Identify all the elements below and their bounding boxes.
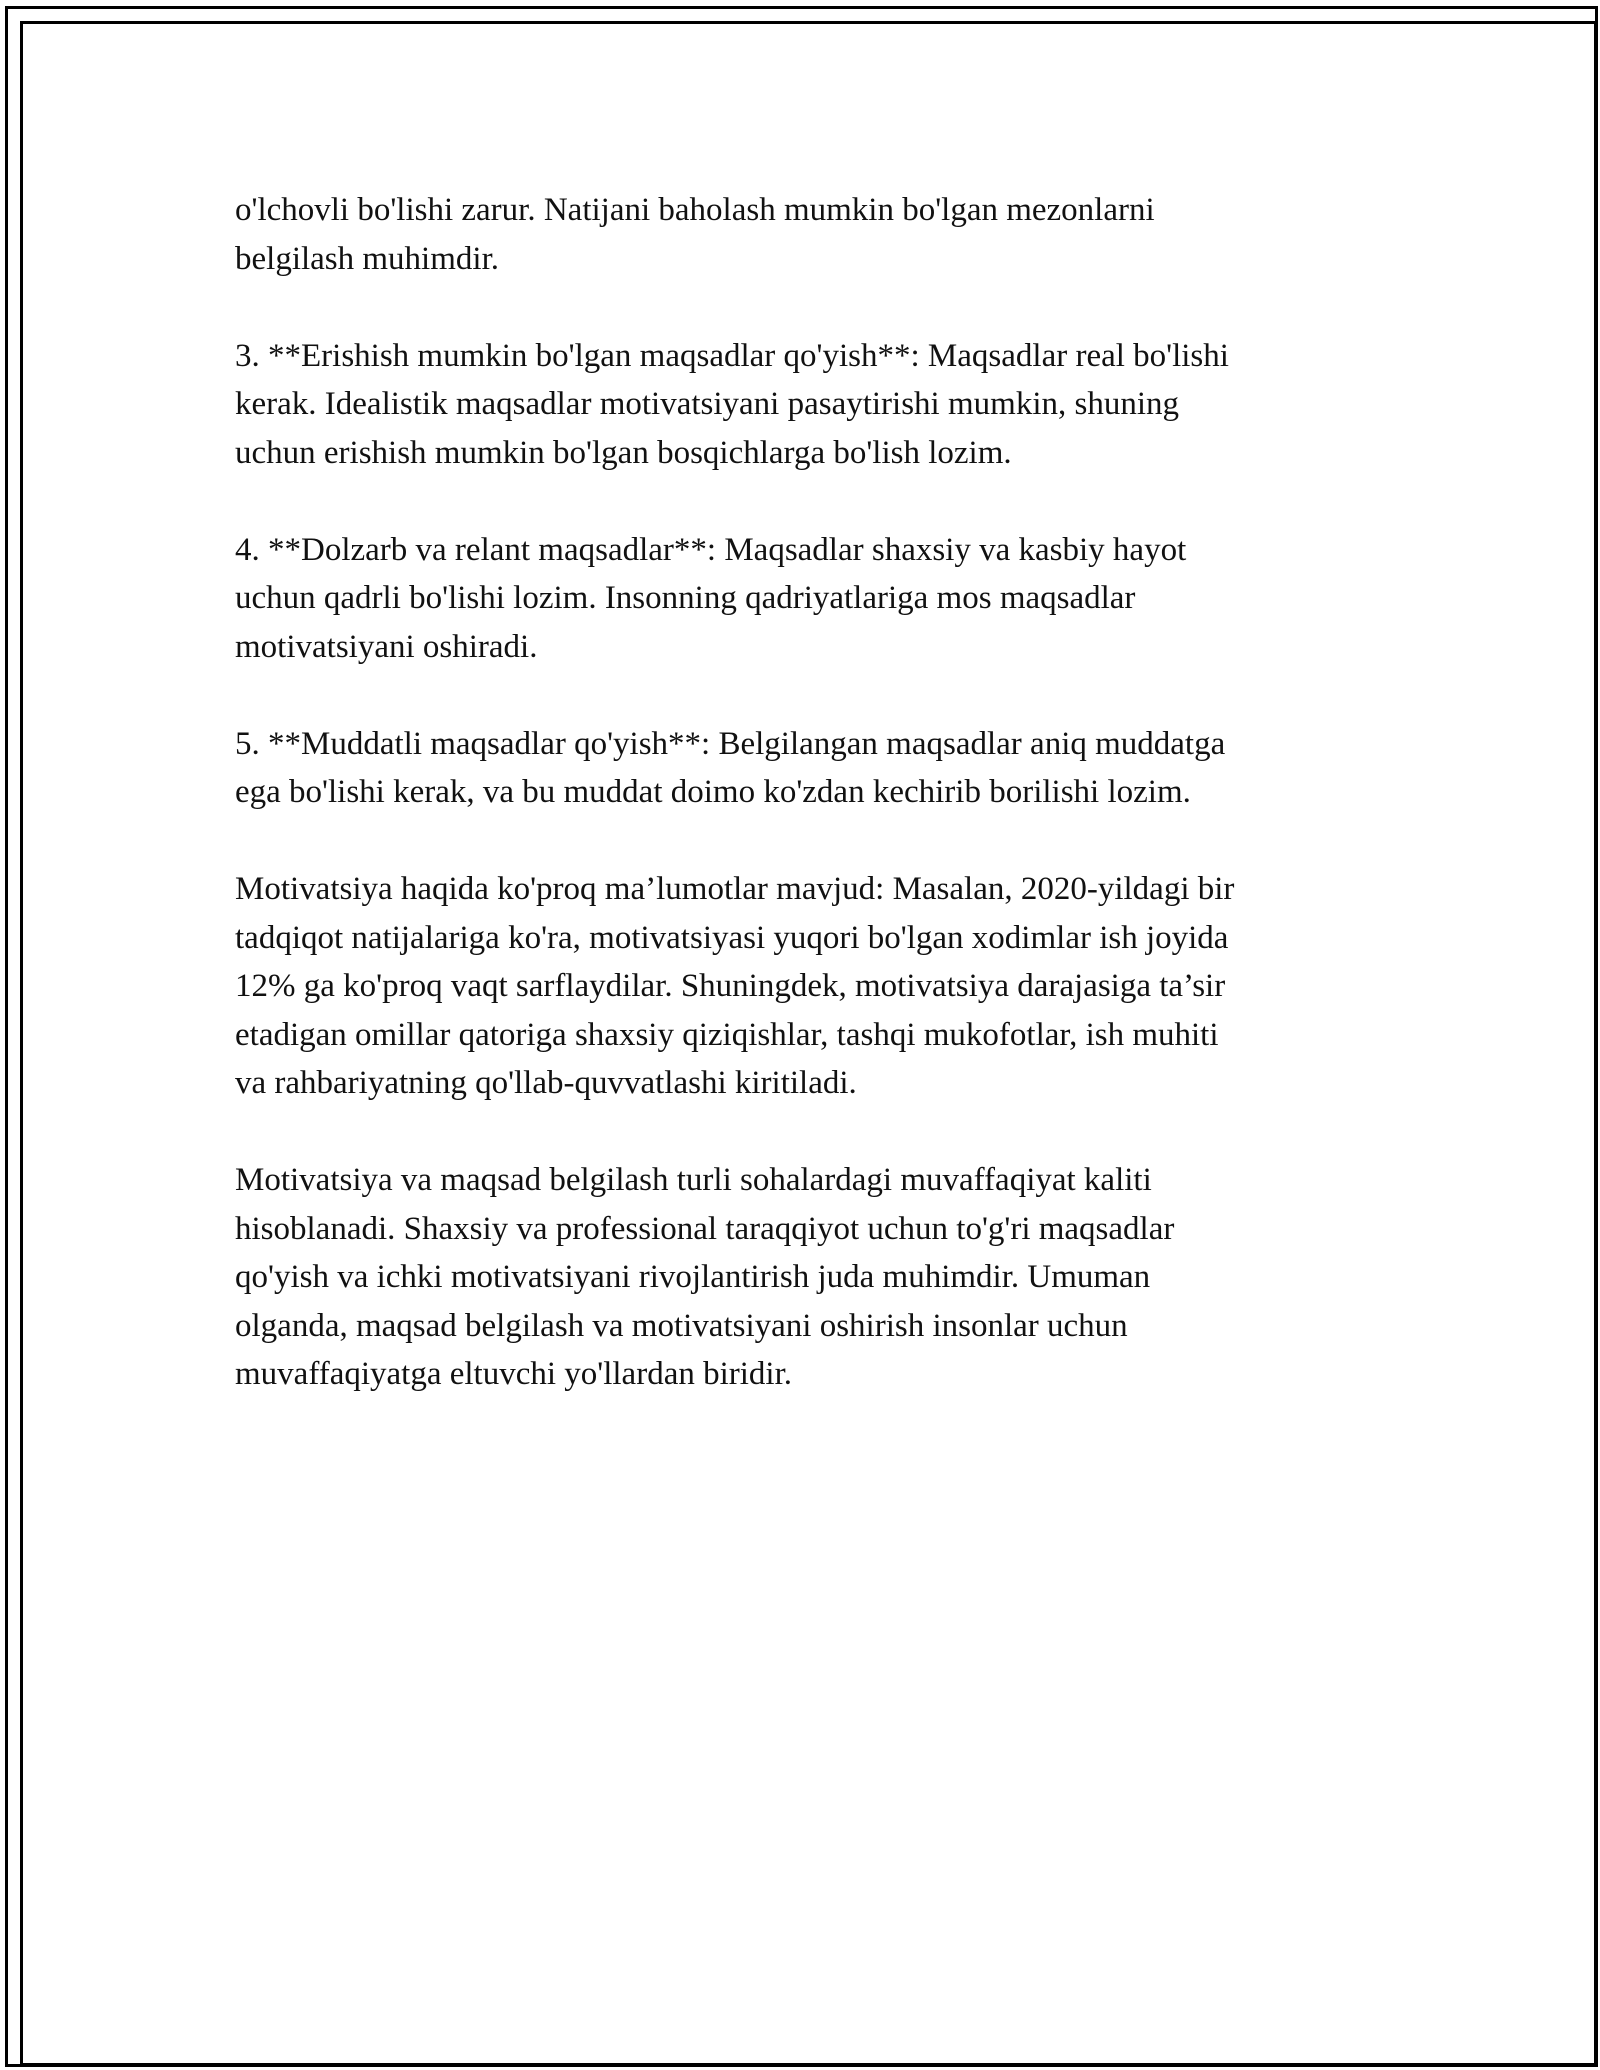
paragraph-motivation-research: Motivatsiya haqida ko'proq ma’lumotlar mavjud: Masalan, 2020-yildagi bir tadqiqot natijalariga ko'ra, motivatsiyasi yuqori bo'lgan xodimlar ish joyida 12% ga ko'proq vaqt sarflaydilar. Shuningdek, motivatsiya darajasiga ta’sir etadigan omillar qatoriga shaxsiy qiziqishlar, tashqi mukofotlar, ish muhiti va rahbariyatning qo'llab-quvvatlashi kiritiladi. [235, 871, 1235, 1101]
paragraph-conclusion: Motivatsiya va maqsad belgilash turli sohalardagi muvaffaqiyat kaliti hisoblanadi. Shaxsiy va professional taraqqiyot uchun to'g'ri maqsadlar qo'yish va ichki motivatsiyani rivojlantirish juda muhimdir. Umuman olganda, maqsad belgilash va motivatsiyani oshirish insonlar uchun muvaffaqiyatga eltuvchi yo'llardan biridir. [235, 1162, 1175, 1392]
paragraph-relevant-goals: 4. **Dolzarb va relant maqsadlar**: Maqsadlar shaxsiy va kasbiy hayot uchun qadrli bo'lishi lozim. Insonning qadriyatlariga mos maqsadlar motivatsiyani oshiradi. [235, 531, 1187, 665]
paragraph-achievable-goals: 3. **Erishish mumkin bo'lgan maqsadlar qo'yish**: Maqsadlar real bo'lishi kerak. Idealistik maqsadlar motivatsiyani pasaytirishi mumkin, shuning uchun erishish mumkin bo'lgan bosqichlarga bo'lish lozim. [235, 337, 1229, 471]
paragraph-measurable-continuation: o'lchovli bo'lishi zarur. Natijani baholash mumkin bo'lgan mezonlarni belgilash muhimdir. [235, 192, 1155, 277]
paragraph-time-bound-goals: 5. **Muddatli maqsadlar qo'yish**: Belgilangan maqsadlar aniq muddatga ega bo'lishi kerak, va bu muddat doimo ko'zdan kechirib borilishi lozim. [235, 725, 1226, 810]
document-body [235, 186, 1375, 1399]
